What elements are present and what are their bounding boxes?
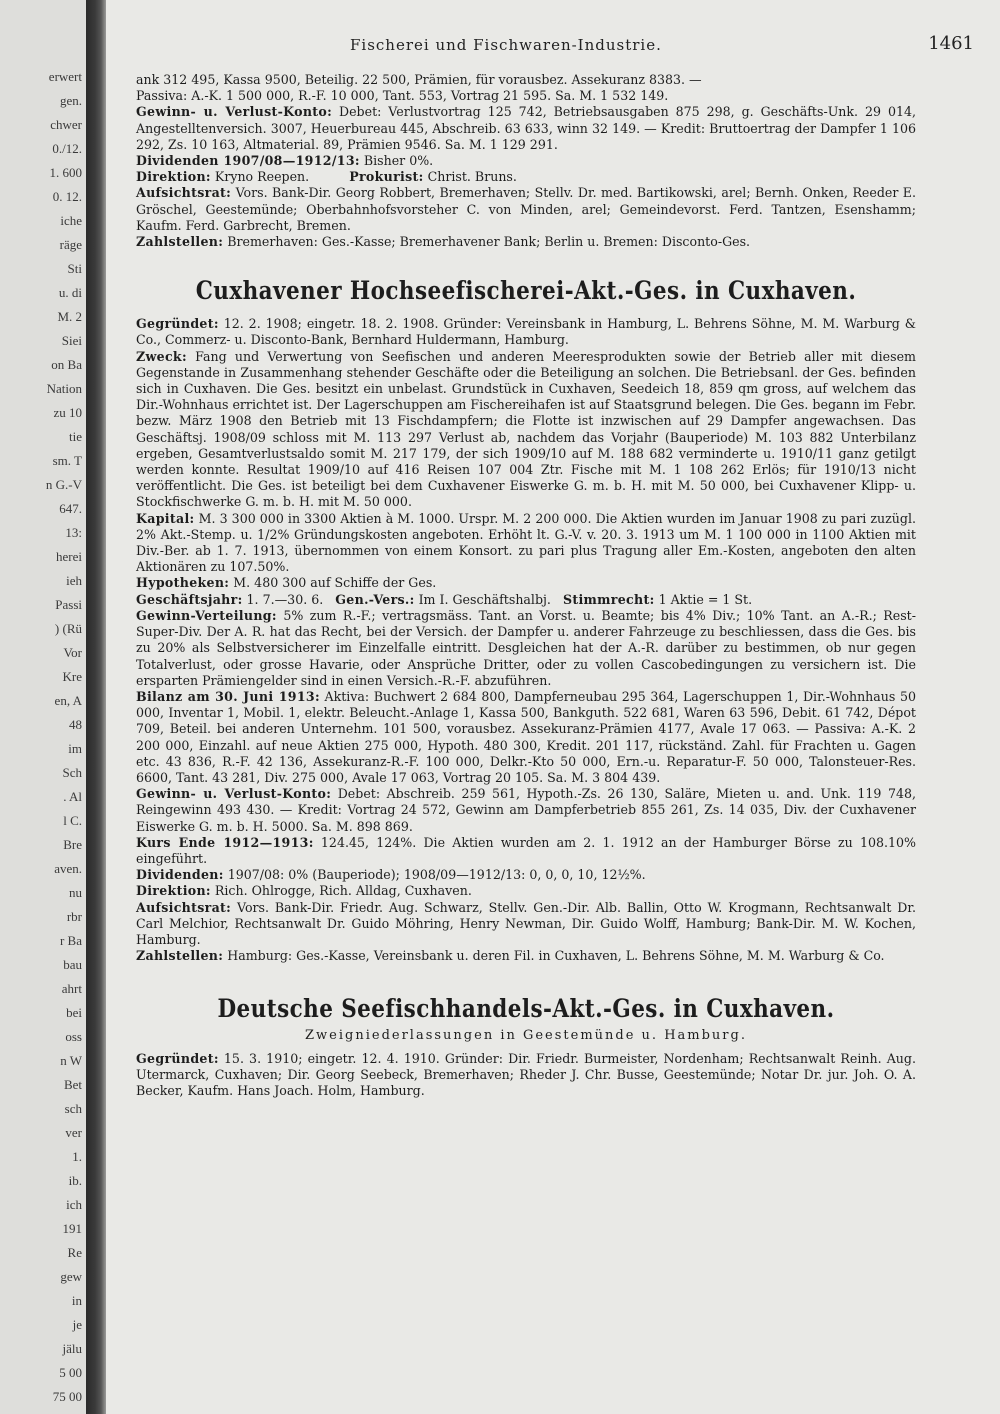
adjacent-page-text: l C.: [63, 813, 82, 828]
entry-label: Prokurist:: [349, 169, 424, 185]
adjacent-page-text: M. 2: [57, 309, 82, 324]
adjacent-page-text: sch: [64, 1101, 82, 1116]
document-page: [110, 0, 1000, 1414]
entry-label: Dividenden:: [136, 867, 224, 883]
adjacent-page-text: bei: [66, 1005, 82, 1020]
adjacent-page-text: 13:: [65, 525, 82, 540]
adjacent-page-fragment: [0, 0, 86, 1414]
adjacent-page-text: Sch: [62, 765, 82, 780]
adjacent-page-text: Sti: [67, 261, 82, 276]
adjacent-page-text: 1. 600: [49, 165, 82, 180]
adjacent-page-text: in: [71, 1293, 82, 1308]
adjacent-page-text: ib.: [68, 1173, 82, 1188]
entry-label: Direktion:: [136, 169, 211, 185]
adjacent-page-text: je: [72, 1317, 82, 1332]
entry-text: 1. 7.—30. 6.: [246, 591, 324, 607]
entry-label: Bilanz am 30. Juni 1913:: [136, 688, 320, 704]
entry-label: Gewinn- u. Verlust-Konto:: [136, 104, 333, 120]
capital-entry: [136, 511, 916, 576]
entry-text: Debet: Verlustvortrag 125 742, Betriebsausgaben 875 298, g. Geschäfts-Unk. 29 014, Angestelltenversich. 3007, Heuerbureau 445, Abschreib. 63 633, winn 32 149. — Kredit: Bruttoertrag der Dampfer 1 106 292, Zs. 10 163, Altmaterial. 89, Prämien 9546. Sa. M. 1 129 291.: [136, 104, 917, 152]
entry-label: Geschäftsjahr:: [136, 591, 243, 607]
adjacent-page-text: Re: [67, 1245, 82, 1260]
dividends-entry: [136, 867, 916, 883]
entry-label: Kurs Ende 1912—1913:: [136, 834, 314, 850]
adjacent-page-text: . Al: [63, 789, 82, 804]
adjacent-page-text: n W: [60, 1053, 82, 1068]
adjacent-page-text: Bre: [63, 837, 82, 852]
adjacent-page-text: chwer: [50, 117, 82, 132]
profit-loss-entry: [136, 786, 916, 835]
dividends-entry: [136, 153, 916, 169]
adjacent-page-text: Vor: [63, 645, 82, 660]
supervisory-board-entry: [136, 900, 916, 949]
adjacent-page-text: Siei: [61, 333, 82, 348]
paying-agents-entry: [136, 948, 916, 964]
founded-entry: [136, 316, 916, 348]
direction-entry: [136, 883, 916, 899]
profit-distribution-entry: [136, 608, 916, 689]
entry-text: Aktiva: Buchwert 2 684 800, Dampferneubau 295 364, Lagerschuppen 1, Dir.-Wohnhaus 50 000, Inventar 1, Mobil. 1, elektr. Beleucht.-Anlage 1, Kassa 500, Bankguth. 522 681, Waren 63 596, Debit. 61 742, Dépot 709, Beteil. bei anderen Unternehm. 101 500, vorausbez. Assekuranz-Prämien 4177, Avale 17 063. — Passiva: A.-K. 2 200 000, Einzahl. auf neue Aktien 275 000, Hypoth. 480 300, Kredit. 201 117, rückständ. Zahl. für Frachten u. Gagen etc. 43 836, R.-F. 42 136, Assekuranz-R.-F. 100 000, Delkr.-Kto 50 000, Ern.-u. Reparatur-F. 50 000, Talonsteuer-Res. 6600, Tant. 43 281, Div. 275 000, Avale 17 063, Vortrag 20 105. Sa. M. 3 804 439.: [136, 688, 916, 785]
profit-loss-entry: [136, 104, 916, 153]
entry-label: Gegründet:: [136, 1050, 219, 1066]
page-number: 1461: [928, 33, 974, 54]
direction-entry: [136, 169, 916, 185]
entry-label: Aufsichtsrat:: [136, 899, 232, 915]
adjacent-page-text: Passi: [55, 597, 82, 612]
entry-text: 15. 3. 1910; eingetr. 12. 4. 1910. Gründer: Dir. Friedr. Burmeister, Nordenham; Rechtsanwalt Reinh. Aug. Utermarck, Cuxhaven; Dir. Georg Seebeck, Bremerhaven; Rheder J. Chr. Busse, Geestemünde; Notar Dr. jur. Joh. O. A. Becker, Kaufm. Hans Joach. Holm, Hamburg.: [136, 1050, 916, 1098]
adjacent-page-text: herei: [56, 549, 82, 564]
balance-line-2: Passiva: A.-K. 1 500 000, R.-F. 10 000, Tant. 553, Vortrag 21 595. Sa. M. 1 532 149.: [136, 88, 669, 104]
founded-entry: [136, 1051, 916, 1100]
adjacent-page-text: räge: [59, 237, 82, 252]
adjacent-page-text: tie: [69, 429, 82, 444]
adjacent-page-text: ich: [66, 1197, 82, 1212]
entry-text: Christ. Bruns.: [427, 169, 517, 185]
adjacent-page-text: 0. 12.: [52, 189, 82, 204]
balance-line-1: ank 312 495, Kassa 9500, Beteilig. 22 500, Prämien, für vorausbez. Assekuranz 8383. —: [136, 72, 702, 87]
company-title: Deutsche Seefischhandels-Akt.-Ges. in Cuxhaven.: [217, 994, 835, 1024]
entry-text: 1 Aktie = 1 St.: [658, 591, 753, 607]
running-head: Fischerei und Fischwaren-Industrie.: [350, 36, 662, 54]
fiscal-year-entry: [136, 592, 916, 608]
entry-text: 12. 2. 1908; eingetr. 18. 2. 1908. Gründer: Vereinsbank in Hamburg, L. Behrens Söhne, M. M. Warburg & Co., Commerz- u. Disconto-Bank, Bernhard Huldermann, Hamburg.: [136, 316, 916, 348]
entry-text: Vors. Bank-Dir. Friedr. Aug. Schwarz, Stellv. Gen.-Dir. Alb. Ballin, Otto W. Krogmann, Rechtsanwalt Dr. Carl Melchior, Rechtsanwalt Dr. Guido Möhring, Henry Newman, Dir. Guido Wolff, Hamburg; Bank-Dir. M. W. Kochen, Hamburg.: [136, 899, 916, 947]
supervisory-board-entry: [136, 185, 916, 234]
adjacent-page-text: sm. T: [52, 453, 82, 468]
share-price-entry: [136, 835, 916, 867]
adjacent-page-text: erwert: [48, 69, 82, 84]
entry-label: Kapital:: [136, 510, 195, 526]
entry-label: Gen.-Vers.:: [335, 591, 415, 607]
adjacent-page-text: r Ba: [59, 933, 82, 948]
entry-label: Gegründet:: [136, 316, 219, 332]
adjacent-page-text: gen.: [59, 93, 82, 108]
entry-label: Zahlstellen:: [136, 948, 224, 964]
entry-label: Stimmrecht:: [562, 591, 655, 607]
entry-text: Bisher 0%.: [363, 153, 434, 169]
entry-text: Vors. Bank-Dir. Georg Robbert, Bremerhaven; Stellv. Dr. med. Bartikowski, arel; Bernh. Onken, Reeder E. Gröschel, Geestemünde; Oberbahnhofsvorsteher C. von Minden, arel; Gemeindevorst. Ferd. Tantzen, Esenshamm; Kaufm. Ferd. Garbrecht, Bremen.: [136, 185, 916, 233]
purpose-entry: [136, 349, 916, 511]
entry-text: Hamburg: Ges.-Kasse, Vereinsbank u. deren Fil. in Cuxhaven, L. Behrens Söhne, M. M. Warburg & Co.: [227, 948, 885, 964]
adjacent-page-text: aven.: [54, 861, 82, 876]
entry-label: Dividenden 1907/08—1912/13:: [136, 153, 360, 169]
adjacent-page-text: im: [68, 741, 82, 756]
adjacent-page-text: nu: [69, 885, 82, 900]
adjacent-page-text: n G.-V: [45, 477, 82, 492]
entry-label: Zweck:: [136, 348, 187, 364]
adjacent-page-text: Kre: [62, 669, 82, 684]
paying-agents-entry: [136, 234, 916, 250]
adjacent-page-text: 647.: [59, 501, 82, 516]
entry-label: Aufsichtsrat:: [136, 185, 232, 201]
adjacent-page-text: ahrt: [61, 981, 82, 996]
adjacent-page-text: bau: [63, 957, 82, 972]
adjacent-page-text: 75 00: [52, 1389, 82, 1404]
adjacent-page-text: 5 00: [59, 1365, 82, 1380]
adjacent-page-text: u. di: [58, 285, 82, 300]
adjacent-page-text: rbr: [66, 909, 82, 924]
adjacent-page-text: Bet: [63, 1077, 82, 1092]
adjacent-page-text: ieh: [66, 573, 82, 588]
entry-label: Gewinn- u. Verlust-Konto:: [136, 786, 332, 802]
entry-text: Kryno Reepen.: [214, 169, 310, 185]
entry-label: Zahlstellen:: [136, 234, 224, 250]
entry-text: M. 480 300 auf Schiffe der Ges.: [233, 575, 437, 591]
entry-text: M. 3 300 000 in 3300 Aktien à M. 1000. Urspr. M. 2 200 000. Die Aktien wurden im Januar 1908 zu pari zuzügl. 2% Akt.-Stemp. u. 1/2% Gründungskosten angeboten. Erhöht lt. G.-V. v. 20. 3. 1913 um M. 1 100 000 in 1100 Aktien mit Div.-Ber. ab 1. 7. 1913, übernommen von einem Konsort. zu pari plus Tragung aller Em.-Kosten, angeboten den alten Aktionären zu 107.50%.: [136, 510, 916, 575]
entry-text: 1907/08: 0% (Bauperiode); 1908/09—1912/13: 0, 0, 0, 10, 12½%.: [227, 867, 646, 883]
entry-text: 124.45, 124%. Die Aktien wurden am 2. 1. 1912 an der Hamburger Börse zu 108.10% eingeführt.: [136, 834, 916, 866]
adjacent-page-text: ver: [65, 1125, 82, 1140]
company-subtitle: Zweigniederlassungen in Geestemünde u. Hamburg.: [305, 1028, 747, 1044]
adjacent-page-text: 0./12.: [52, 141, 82, 156]
adjacent-page-text: 191: [62, 1221, 82, 1236]
adjacent-page-text: iche: [60, 213, 82, 228]
adjacent-page-text: oss: [65, 1029, 82, 1044]
adjacent-page-text: on Ba: [51, 357, 82, 372]
entry-label: Direktion:: [136, 883, 211, 899]
adjacent-page-text: Nation: [46, 381, 82, 396]
entry-text: Debet: Abschreib. 259 561, Hypoth.-Zs. 26 130, Saläre, Mieten u. and. Unk. 119 748, Reingewinn 493 430. — Kredit: Vortrag 24 572, Gewinn am Dampferbetrieb 855 261, Zs. 14 035, Div. der Cuxhavener Eiswerke G. m. b. H. 5000. Sa. M. 898 869.: [136, 786, 916, 834]
entry-text: Bremerhaven: Ges.-Kasse; Bremerhavener Bank; Berlin u. Bremen: Disconto-Ges.: [227, 234, 751, 250]
entry-label: Hypotheken:: [136, 575, 230, 591]
entry-text: 5% zum R.-F.; vertragsmäss. Tant. an Vorst. u. Beamte; bis 4% Div.; 10% Tant. an A.-R.; Rest-Super-Div. Der A. R. hat das Recht, bei der Versich. der Dampfer u. anderer Fahrzeuge zu beschliessen, dass die Ges. bis zu 20% als Selbstversicherer im Einzelfalle eintritt. Desgleichen hat der A.-R. darüber zu bestimmen, ob nur gegen Totalverlust, oder grosse Havarie, oder Ansprüche Dritter, oder zu vollen Cascobedingungen zu versichern ist. Die ersparten Prämiengelder sind in einen Versich.-R.-F. abzuführen.: [136, 607, 916, 688]
adjacent-page-text: ) (Rü: [54, 621, 82, 636]
adjacent-page-text: gew: [60, 1269, 82, 1284]
entry-text: Rich. Ohlrogge, Rich. Alldag, Cuxhaven.: [214, 883, 472, 899]
balance-sheet-entry: [136, 689, 916, 786]
adjacent-page-text: en, A: [54, 693, 82, 708]
entry-text: Fang und Verwertung von Seefischen und anderen Meeresprodukten sowie der Betrieb aller mit diesem Gegenstande in Zusammenhang stehender Geschäfte oder die Beteiligung an solchen. Die Betriebsanl. der Ges. befinden sich in Cuxhaven. Die Ges. besitzt ein unbelast. Grundstück in Cuxhaven, Seedeich 18, 859 qm gross, auf welchem das Dir.-Wohnhaus errichtet ist. Der Lagerschuppen am Fischereihafen ist auf Staatsgrund belegen. Die Ges. begann im Febr. bezw. März 1908 den Betrieb mit 13 Fischdampfern; die Flotte ist inzwischen auf 29 Dampfer angewachsen. Das Geschäftsj. 1908/09 schloss mit M. 113 297 Verlust ab, nachdem das Vorjahr (Bauperiode) M. 103 882 Unterbilanz ergeben, Gesamtverlustsaldo somit M. 217 179, der sich 1909/10 auf M. 188 682 verminderte u. 1910/11 ganz getilgt werden konnte. Resultat 1909/10 auf 416 Reisen 107 004 Ztr. Fische mit M. 1 108 262 Erlös; für 1910/13 nicht veröffentlicht. Die Ges. ist beteiligt bei dem Cuxhavener Eiswerke G. m. b. H. mit M. 50 000, bei Cuxhavener Klipp- u. Stockfischwerke G. m. b. H. mit M. 50 000.: [136, 348, 916, 510]
mortgages-entry: [136, 575, 916, 591]
adjacent-page-text: jälu: [62, 1341, 82, 1356]
company-title: Cuxhavener Hochseefischerei-Akt.-Ges. in Cuxhaven.: [195, 276, 857, 306]
adjacent-page-text: zu 10: [53, 405, 82, 420]
adjacent-page-text: 1.: [72, 1149, 82, 1164]
entry-label: Gewinn-Verteilung:: [136, 607, 277, 623]
text-column: [136, 72, 916, 1099]
entry-text: Im I. Geschäftshalbj.: [418, 591, 551, 607]
book-gutter: [86, 0, 106, 1414]
adjacent-page-text: 48: [69, 717, 82, 732]
